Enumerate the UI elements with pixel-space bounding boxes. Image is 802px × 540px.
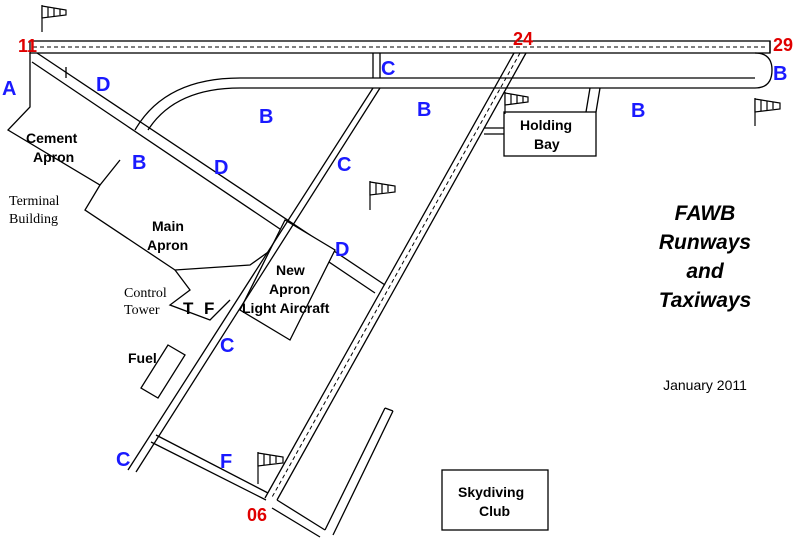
taxiway-b xyxy=(135,41,772,130)
skydiving-club-label: Club xyxy=(479,503,511,519)
tf-marker-t: T xyxy=(183,299,194,318)
runway-11-29 xyxy=(30,41,770,53)
title-line: FAWB xyxy=(674,202,736,225)
new-apron-label: New xyxy=(276,262,305,278)
runway-24-label: 24 xyxy=(513,29,534,49)
taxiway-d-label: D xyxy=(96,74,111,96)
taxiway-b-label: B xyxy=(132,152,147,174)
taxiway-f-label: F xyxy=(220,451,233,473)
taxiway-b-label: B xyxy=(773,63,788,85)
taxiway-c-label: C xyxy=(220,335,235,357)
skydiving-club-box xyxy=(442,470,548,530)
taxiway-b-label: B xyxy=(631,100,646,122)
taxiway-b-label: B xyxy=(417,99,432,121)
new-apron-label: Apron xyxy=(269,281,311,297)
taxiway-d-label: D xyxy=(335,239,350,261)
runway-06-label: 06 xyxy=(247,505,268,525)
windsock-icon xyxy=(370,181,395,210)
runway-11-label: 11 xyxy=(18,36,38,56)
new-apron-label: Light Aircraft xyxy=(242,300,330,316)
holding-bay-label: Holding xyxy=(520,117,573,133)
control-tower-label: Control xyxy=(124,286,167,301)
windsock-icon xyxy=(505,92,528,114)
taxiway-c-label: C xyxy=(337,154,352,176)
cement-apron-label: Apron xyxy=(33,149,75,165)
main-apron-label: Main xyxy=(152,218,184,234)
title-line: Runways xyxy=(658,231,752,254)
main-apron-label: Apron xyxy=(147,237,189,253)
taxiway-c-label: C xyxy=(116,449,131,471)
taxiway-a-label: A xyxy=(2,78,17,100)
title-line: and xyxy=(686,260,724,283)
title-line: Taxiways xyxy=(658,289,752,312)
windsock-icon xyxy=(42,5,66,32)
tf-marker-f: F xyxy=(204,299,215,318)
fuel-label: Fuel xyxy=(128,350,157,366)
taxiway-c-label: C xyxy=(381,58,396,80)
skydiving-club-label: Skydiving xyxy=(458,484,525,500)
taxiway-f xyxy=(151,408,393,537)
taxiway-c xyxy=(128,88,380,472)
windsock-icon xyxy=(755,98,780,126)
date-label: January 2011 xyxy=(663,377,747,393)
windsock-icon xyxy=(258,452,283,484)
cement-apron-label: Cement xyxy=(26,130,78,146)
terminal-building-label: Terminal xyxy=(9,194,60,209)
control-tower-label: Tower xyxy=(124,303,160,318)
taxiway-d-label: D xyxy=(214,157,229,179)
terminal-building-label: Building xyxy=(9,212,59,227)
holding-bay-label: Bay xyxy=(534,136,560,152)
runway-29-label: 29 xyxy=(773,35,794,55)
taxiway-b-label: B xyxy=(259,106,274,128)
